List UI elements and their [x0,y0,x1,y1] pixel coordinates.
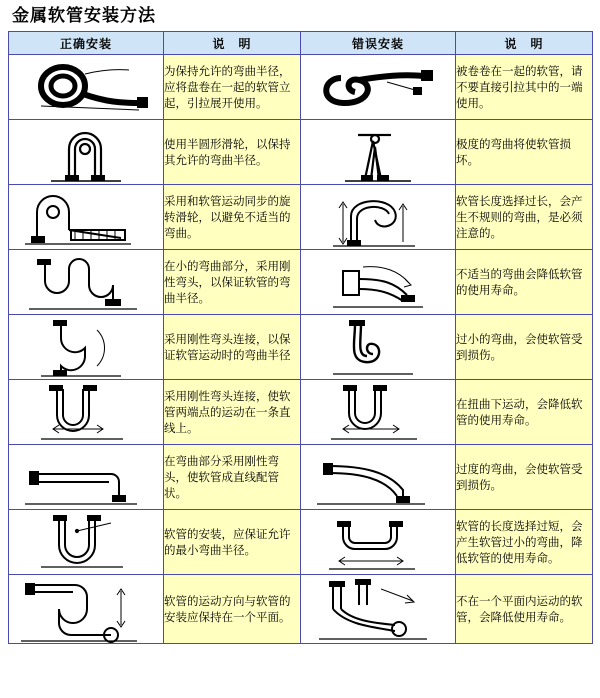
page-title: 金属软管安装方法 [12,6,156,26]
wrong-note-cell: 被卷卷在一起的软管，请不要直接引拉其中的一端使用。 [456,55,593,120]
table-row [9,380,593,445]
correct-note-cell: 采用刚性弯头连接，以保证软管运动时的弯曲半径 [164,315,301,380]
installation-methods-table [8,31,593,644]
too-long-hose-small-bend-figure [303,511,453,573]
sharp-bend-pulley-figure [303,121,453,183]
table-row [9,55,593,120]
header-wrong-install: 错误安装 [301,32,456,55]
wrong-figure-cell [301,510,456,575]
straight-pipe-with-elbow-figure [11,446,161,508]
correct-note-cell: 为保持允许的弯曲半径，应将盘卷在一起的软管立起，引拉展开使用。 [164,55,301,120]
wrong-note-cell: 极度的弯曲将使软管损坏。 [456,120,593,185]
wrong-figure-cell [301,120,456,185]
wrong-figure-cell [301,185,456,250]
table-row [9,575,593,644]
correct-note-cell: 采用刚性弯头连接，使软管两端点的运动在一条直线上。 [164,380,301,445]
semicircular-pulley-figure [11,121,161,183]
rigid-elbow-straight-line-figure [11,381,161,443]
rigid-bend-small-radius-figure [11,251,161,313]
correct-figure-cell [9,120,164,185]
wrong-figure-cell [301,55,456,120]
correct-note-cell: 软管的安装，应保证允许的最小弯曲半径。 [164,510,301,575]
correct-figure-cell [9,575,164,644]
correct-note-cell: 使用半圆形滑轮，以保持其允许的弯曲半径。 [164,120,301,185]
out-of-plane-motion-figure [303,575,453,643]
table-row [9,445,593,510]
correct-figure-cell [9,510,164,575]
table-row [9,315,593,380]
header-wrong-note: 说 明 [456,32,593,55]
torsion-motion-figure [303,381,453,443]
wrong-figure-cell [301,315,456,380]
too-small-bend-damage-figure [303,316,453,378]
table-row [9,250,593,315]
synchronized-rotating-pulley-figure [11,186,161,248]
wrong-note-cell: 不适当的弯曲会降低软管的使用寿命。 [456,250,593,315]
improper-bend-shortens-life-figure [303,251,453,313]
correct-figure-cell [9,445,164,510]
correct-figure-cell [9,185,164,250]
minimum-bend-radius-u-figure [11,511,161,573]
wrong-figure-cell [301,445,456,510]
correct-figure-cell [9,250,164,315]
wrong-note-cell: 过度的弯曲，会使软管受到损伤。 [456,445,593,510]
wrong-figure-cell [301,380,456,445]
rigid-elbow-connection-figure [11,316,161,378]
coiled-hose-standing-figure [11,56,161,118]
wrong-note-cell: 不在一个平面内运动的软管，会降低使用寿命。 [456,575,593,644]
header-correct-install: 正确安装 [9,32,164,55]
too-long-hose-loop-figure [303,186,453,248]
table-row [9,120,593,185]
wrong-figure-cell [301,575,456,644]
excessive-bend-damage-figure [303,446,453,508]
same-plane-motion-figure [11,575,161,643]
correct-figure-cell [9,380,164,445]
correct-figure-cell [9,55,164,120]
table-header-row [9,32,593,55]
correct-note-cell: 在弯曲部分采用刚性弯头，使软管成直线配管状。 [164,445,301,510]
correct-note-cell: 采用和软管运动同步的旋转滑轮，以避免不适当的弯曲。 [164,185,301,250]
correct-note-cell: 软管的运动方向与软管的安装应保持在一个平面。 [164,575,301,644]
table-row [9,185,593,250]
header-correct-note: 说 明 [164,32,301,55]
table-row [9,510,593,575]
wrong-note-cell: 过小的弯曲，会使软管受到损伤。 [456,315,593,380]
wrong-figure-cell [301,250,456,315]
wrong-note-cell: 在扭曲下运动，会降低软管的使用寿命。 [456,380,593,445]
coiled-hose-pulled-figure [303,56,453,118]
wrong-note-cell: 软管长度选择过长，会产生不规则的弯曲，是必须注意的。 [456,185,593,250]
correct-note-cell: 在小的弯曲部分，采用刚性弯头，以保证软管的弯曲半径。 [164,250,301,315]
wrong-note-cell: 软管的长度选择过短，会产生软管过小的弯曲，降低软管的使用寿命。 [456,510,593,575]
correct-figure-cell [9,315,164,380]
